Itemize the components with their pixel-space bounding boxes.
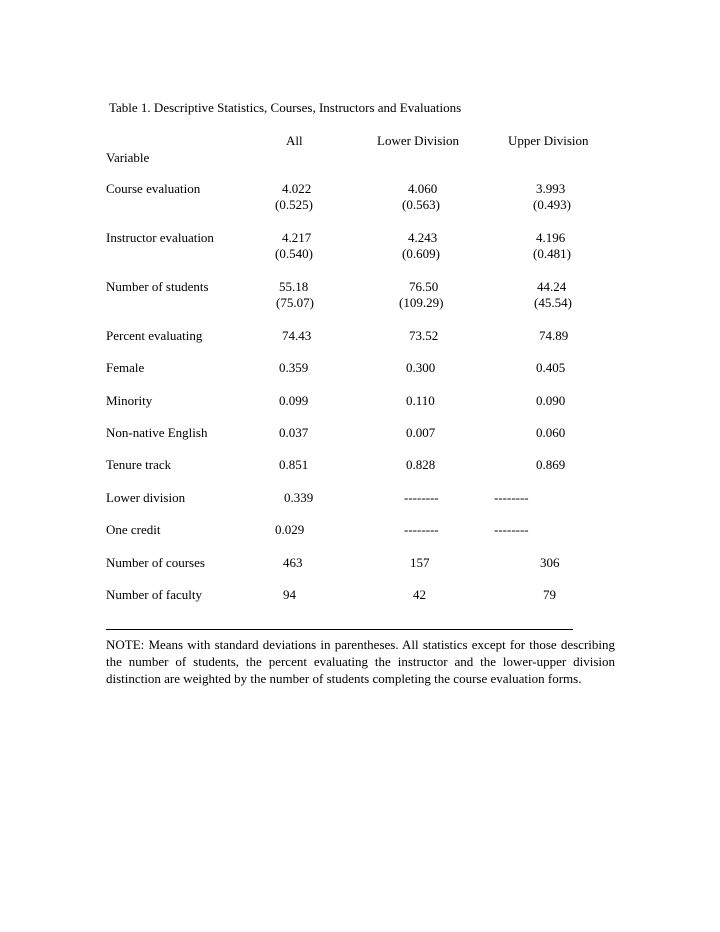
cell-value: 0.007	[406, 425, 436, 440]
cell-value: 42	[413, 587, 426, 602]
cell-value: --------	[494, 522, 529, 537]
cell-value: 0.828	[406, 457, 436, 472]
row-label: Female	[106, 360, 145, 375]
cell-value: 4.243	[408, 230, 438, 245]
col-header-lower-division: Lower Division	[377, 133, 459, 148]
cell-value: 0.110	[406, 393, 435, 408]
row-label: Minority	[106, 393, 153, 408]
cell-value: 0.851	[279, 457, 309, 472]
cell-value: 0.029	[275, 522, 305, 537]
cell-value: 157	[410, 555, 430, 570]
cell-value: 73.52	[409, 328, 439, 343]
variable-header: Variable	[106, 150, 150, 165]
row-label: One credit	[106, 522, 161, 537]
cell-value: 3.993	[536, 181, 566, 196]
cell-value: 4.060	[408, 181, 438, 196]
cell-value: --------	[404, 490, 439, 505]
cell-value: 0.359	[279, 360, 309, 375]
cell-sd: (0.493)	[533, 197, 571, 212]
cell-value: 79	[543, 587, 556, 602]
row-label: Non-native English	[106, 425, 208, 440]
cell-value: 55.18	[279, 279, 309, 294]
cell-value: 0.099	[279, 393, 309, 408]
cell-sd: (0.540)	[275, 246, 313, 261]
cell-value: 44.24	[537, 279, 567, 294]
col-header-all: All	[286, 133, 303, 148]
row-label: Tenure track	[106, 457, 172, 472]
cell-value: 0.060	[536, 425, 566, 440]
cell-sd: (75.07)	[276, 295, 314, 310]
row-label: Course evaluation	[106, 181, 201, 196]
col-header-upper-division: Upper Division	[508, 133, 589, 148]
cell-value: 4.217	[282, 230, 312, 245]
cell-sd: (109.29)	[399, 295, 444, 310]
row-label: Percent evaluating	[106, 328, 203, 343]
cell-sd: (0.481)	[533, 246, 571, 261]
row-label: Number of faculty	[106, 587, 203, 602]
row-label: Number of students	[106, 279, 209, 294]
cell-sd: (0.609)	[402, 246, 440, 261]
cell-value: 74.89	[539, 328, 569, 343]
table-bottom-rule	[106, 629, 573, 630]
cell-value: 4.022	[282, 181, 312, 196]
cell-value: --------	[404, 522, 439, 537]
table-note: NOTE: Means with standard deviations in parentheses. All statistics except for those describing the number of students, the percent evaluating the instructor and the lower-upper division distinction are weighted by the number of students completing the course evaluation forms.	[106, 637, 615, 686]
cell-value: 0.037	[279, 425, 309, 440]
cell-value: 0.090	[536, 393, 566, 408]
cell-value: 4.196	[536, 230, 566, 245]
cell-value: 0.405	[536, 360, 566, 375]
cell-value: 74.43	[282, 328, 312, 343]
cell-sd: (0.525)	[275, 197, 313, 212]
cell-value: 0.339	[284, 490, 314, 505]
cell-sd: (0.563)	[402, 197, 440, 212]
cell-value: --------	[494, 490, 529, 505]
row-label: Number of courses	[106, 555, 205, 570]
cell-value: 0.869	[536, 457, 566, 472]
table-caption: Table 1. Descriptive Statistics, Courses, Instructors and Evaluations	[109, 100, 462, 115]
cell-value: 0.300	[406, 360, 436, 375]
cell-value: 306	[540, 555, 560, 570]
cell-value: 463	[283, 555, 303, 570]
cell-sd: (45.54)	[534, 295, 572, 310]
cell-value: 76.50	[409, 279, 439, 294]
row-label: Lower division	[106, 490, 186, 505]
row-label: Instructor evaluation	[106, 230, 214, 245]
cell-value: 94	[283, 587, 296, 602]
